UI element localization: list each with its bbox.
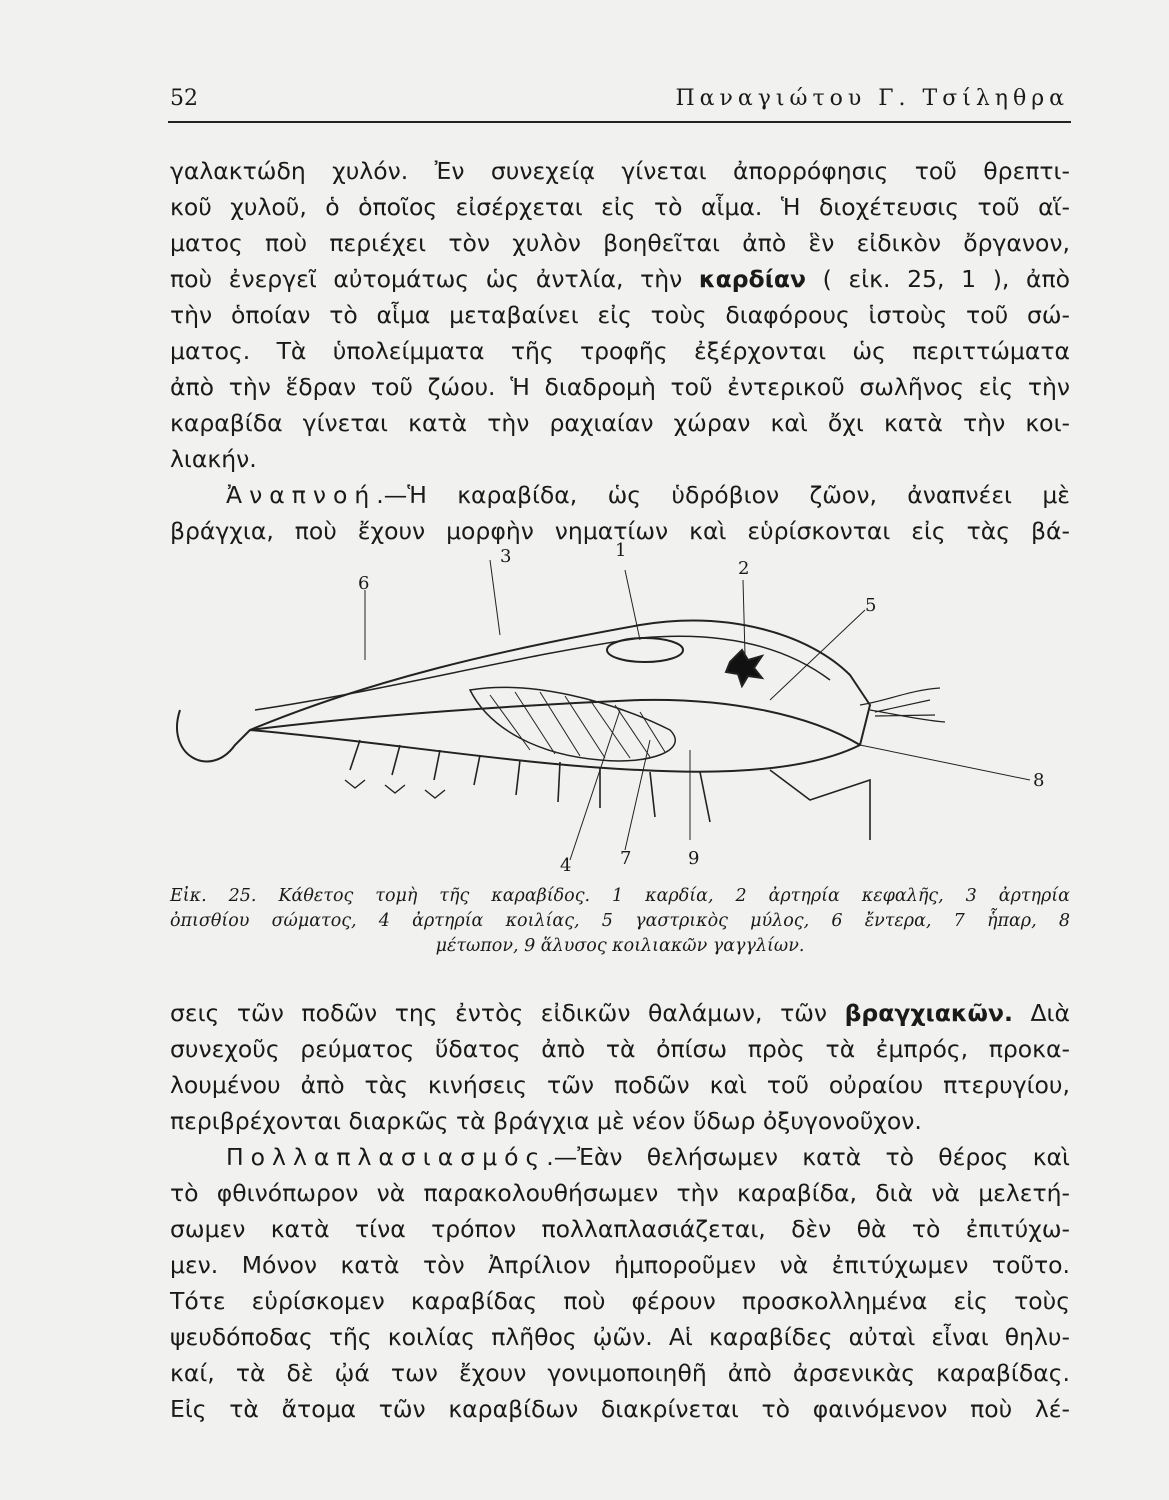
figure-label-3: 3 <box>500 546 512 567</box>
text-segment: ἀπὸ τὴν ἕδραν τοῦ ζώου. Ἡ διαδρομὴ τοῦ ἐντερικοῦ σωλῆνος εἰς τὴν <box>170 373 1070 401</box>
text-line <box>170 405 1070 441</box>
text-line <box>170 995 1070 1031</box>
figure-label-6: 6 <box>358 573 370 594</box>
figure-label-1: 1 <box>615 540 627 561</box>
text-segment: καραβίδα γίνεται κατὰ τὴν ραχιαίαν χώραν καὶ ὄχι κατὰ τὴν κοι- <box>170 409 1070 437</box>
text-line <box>170 1067 1070 1103</box>
text-line <box>170 1319 1070 1355</box>
text-segment: καί, τὰ δὲ ᾠά των ἔχουν γονιμοποιηθῆ ἀπὸ ἀρσενικὰς καραβίδας. <box>170 1359 1070 1387</box>
text-line <box>170 1355 1070 1391</box>
text-line <box>170 225 1070 261</box>
text-line <box>170 297 1070 333</box>
text-segment: Εἰς τὰ ἄτομα τῶν καραβίδων διακρίνεται τὸ φαινόμενον ποὺ λέ- <box>170 1395 1070 1423</box>
figure-caption <box>170 884 1070 959</box>
text-segment: σωμεν κατὰ τίνα τρόπον πολλαπλασιάζεται, δὲν θὰ τὸ ἐπιτύχω- <box>170 1215 1070 1243</box>
text-segment: τὴν ὁποίαν τὸ αἷμα μεταβαίνει εἰς τοὺς διαφόρους ἱστοὺς τοῦ σώ- <box>170 301 1070 329</box>
body-text-top <box>170 153 1070 549</box>
text-line <box>170 261 1070 297</box>
text-segment: Τότε εὑρίσκομεν καραβίδας ποὺ φέρουν προσκολλημένα εἰς τοὺς <box>170 1287 1070 1315</box>
text-segment: βράγχια, ποὺ ἔχουν μορφὴν νηματίων καὶ εὑρίσκονται εἰς τὰς βά- <box>170 517 1070 545</box>
text-segment: γαλακτώδη χυλόν. Ἐν συνεχείᾳ γίνεται ἀπορρόφησις τοῦ θρεπτι- <box>170 157 1070 185</box>
text-line <box>170 1031 1070 1067</box>
text-segment: λιακήν. <box>170 445 257 473</box>
figure-label-9: 9 <box>688 848 700 869</box>
caption-line: Εἰκ. 25. Κάθετος τομὴ τῆς καραβίδος. 1 καρδία, 2 ἀρτηρία κεφαλῆς, 3 ἀρτηρία <box>170 886 1070 906</box>
page-number: 52 <box>170 86 198 111</box>
bold-term: βραγχιακῶν. <box>844 999 1013 1027</box>
text-line <box>170 153 1070 189</box>
text-segment: τὸ φθινόπωρον νὰ παρακολουθήσωμεν τὴν καραβίδα, διὰ νὰ μελετή- <box>170 1179 1070 1207</box>
bold-term: καρδίαν <box>698 265 807 293</box>
text-segment: ματος ποὺ περιέχει τὸν χυλὸν βοηθεῖται ἀπὸ ἓν εἰδικὸν ὄργανον, <box>170 229 1070 257</box>
shrimp-diagram <box>170 540 1070 880</box>
header-rule <box>168 121 1071 123</box>
text-segment: περιβρέχονται διαρκῶς τὰ βράγχια μὲ νέον ὕδωρ ὀξυγονοῦχον. <box>170 1107 922 1135</box>
figure-label-2: 2 <box>738 558 750 579</box>
text-line <box>170 189 1070 225</box>
text-segment: .—Ἡ καραβίδα, ὡς ὑδρόβιον ζῶον, ἀναπνέει μὲ <box>376 481 1070 509</box>
text-segment: .—Ἐὰν θελήσωμεν κατὰ τὸ θέρος καὶ <box>546 1143 1070 1171</box>
text-segment: ποὺ ἐνεργεῖ αὐτομάτως ὡς ἀντλία, τὴν <box>170 265 699 293</box>
text-line <box>170 1175 1070 1211</box>
running-header-author: Παναγιώτου Γ. Τσίληθρα <box>675 86 1069 111</box>
text-line <box>170 1139 1070 1175</box>
text-line <box>170 1247 1070 1283</box>
figure-label-5: 5 <box>865 595 877 616</box>
spaced-heading: Πολλαπλασιασμός <box>226 1143 547 1171</box>
text-segment: συνεχοῦς ρεύματος ὕδατος ἀπὸ τὰ ὀπίσω πρὸς τὰ ἐμπρός, προκα- <box>170 1035 1070 1063</box>
text-line <box>170 441 1070 477</box>
text-line <box>170 1211 1070 1247</box>
text-segment: λουμένου ἀπὸ τὰς κινήσεις τῶν ποδῶν καὶ τοῦ οὐραίου πτερυγίου, <box>170 1071 1070 1099</box>
text-segment: μεν. Μόνον κατὰ τὸν Ἀπρίλιον ἠμποροῦμεν νὰ ἐπιτύχωμεν τοῦτο. <box>170 1251 1070 1279</box>
text-line <box>170 477 1070 513</box>
text-segment: ψευδόποδας τῆς κοιλίας πλῆθος ᾠῶν. Αἱ καραβίδες αὐταὶ εἶναι θηλυ- <box>170 1323 1070 1351</box>
text-line <box>170 1103 1070 1139</box>
body-text-bottom <box>170 995 1070 1427</box>
caption-line: μέτωπον, 9 ἅλυσος κοιλιακῶν γαγγλίων. <box>435 936 805 956</box>
figure-label-4: 4 <box>560 855 572 876</box>
caption-line: ὀπισθίου σώματος, 4 ἀρτηρία κοιλίας, 5 γαστρικὸς μύλος, 6 ἔντερα, 7 ἧπαρ, 8 <box>170 911 1070 931</box>
text-segment: σεις τῶν ποδῶν της ἐντὸς εἰδικῶν θαλάμων, τῶν <box>170 999 845 1027</box>
figure-shrimp-section <box>170 540 1070 880</box>
text-line <box>170 1283 1070 1319</box>
figure-label-8: 8 <box>1033 770 1045 791</box>
figure-label-7: 7 <box>620 848 632 869</box>
text-segment: ( εἰκ. 25, 1 ), ἀπὸ <box>806 265 1070 293</box>
text-line <box>170 333 1070 369</box>
text-segment: ματος. Τὰ ὑπολείμματα τῆς τροφῆς ἐξέρχονται ὡς περιττώματα <box>170 337 1070 365</box>
spaced-heading: Ἀναπνοή <box>226 481 377 509</box>
text-segment: κοῦ χυλοῦ, ὁ ὁποῖος εἰσέρχεται εἰς τὸ αἷμα. Ἡ διοχέτευσις τοῦ αἵ- <box>170 193 1070 221</box>
text-line <box>170 1391 1070 1427</box>
text-segment: Διὰ <box>1012 999 1070 1027</box>
text-line <box>170 369 1070 405</box>
